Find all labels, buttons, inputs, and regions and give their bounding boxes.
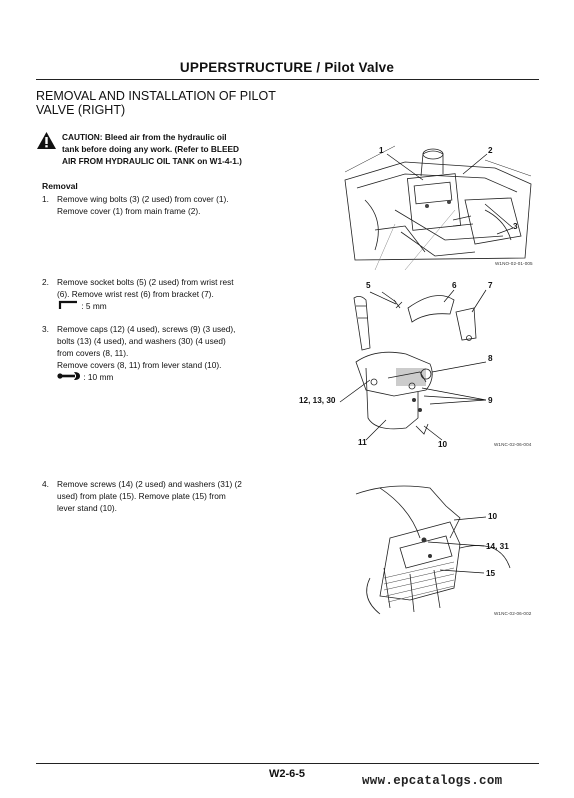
section-title [36,89,286,117]
callout-15: 15 [486,569,496,578]
figure-1-drawing [335,140,535,272]
step-line: lever stand (10). [57,503,117,513]
warning-triangle-icon [36,131,57,150]
callout-11: 11 [358,438,367,447]
figure-id: W1NC-02-06-002 [494,611,532,616]
figure-lever-stand-plate [350,478,536,618]
figure-cover-main-frame [335,140,535,272]
step-line: used) from plate (15). Remove plate (15) from [57,491,226,501]
removal-step-2 [42,276,276,316]
page-header-title: UPPERSTRUCTURE / Pilot Valve [179,60,395,75]
callout-3: 3 [513,222,518,231]
step-number: 3. [42,324,49,334]
callout-2: 2 [488,146,493,155]
caution-text [62,131,282,167]
callout-6: 6 [452,281,457,290]
header-divider [36,79,539,80]
step-number: 2. [42,277,49,287]
callout-10: 10 [438,440,448,449]
step-line: Remove covers (8, 11) from lever stand (10). [57,360,222,370]
figure-id: W1NO-02-01-005 [495,261,533,266]
section-title-line-2: VALVE (RIGHT) [36,103,126,117]
callout-1: 1 [379,146,384,155]
caution-line-1: CAUTION: Bleed air from the hydraulic oil [62,132,227,142]
step-text [57,276,275,312]
callout-10: 10 [488,512,498,521]
callout-8: 8 [488,354,493,363]
step-text [57,323,275,383]
removal-step-4 [42,478,276,518]
step-number: 4. [42,479,49,489]
spanner-icon [57,371,81,381]
figure-id: W1NC-02-06-004 [494,442,532,447]
callout-7: 7 [488,281,493,290]
callout-9: 9 [488,396,493,405]
step-line: Remove cover (1) from main frame (2). [57,206,201,216]
callout-12-13-30: 12, 13, 30 [299,396,336,405]
step-number: 1. [42,194,49,204]
removal-heading: Removal [42,181,78,191]
step-line: bolts (13) (4 used), and washers (30) (4 used) [57,336,226,346]
step-text [57,193,275,217]
figure-wrist-rest-covers [296,278,536,454]
callout-14-31: 14, 31 [486,542,509,551]
footer-divider [36,763,539,764]
caution-line-2: tank before doing any work. (Refer to BLEED [62,144,240,154]
tool-size: : 10 mm [83,372,114,382]
removal-step-1 [42,193,276,219]
removal-step-3 [42,323,276,385]
hex-wrench-icon [57,300,79,310]
page-number: W2-6-5 [268,768,306,780]
tool-spec [57,300,275,312]
step-line: Remove caps (12) (4 used), screws (9) (3 used), [57,324,236,334]
caution-line-3: AIR FROM HYDRAULIC OIL TANK on W1-4-1.) [62,156,242,166]
step-line: Remove screws (14) (2 used) and washers (31) (2 [57,479,242,489]
figure-2-drawing [296,278,536,454]
tool-size: : 5 mm [81,301,107,311]
step-line: Remove socket bolts (5) (2 used) from wrist rest [57,277,234,287]
step-line: (6). Remove wrist rest (6) from bracket (7). [57,289,214,299]
callout-5: 5 [366,281,371,290]
tool-spec [57,371,275,383]
step-line: Remove wing bolts (3) (2 used) from cover (1). [57,194,229,204]
step-line: from covers (8, 11). [57,348,129,358]
section-title-line-1: REMOVAL AND INSTALLATION OF PILOT [36,89,276,103]
step-text [57,478,275,514]
watermark-url: www.epcatalogs.com [362,774,503,788]
